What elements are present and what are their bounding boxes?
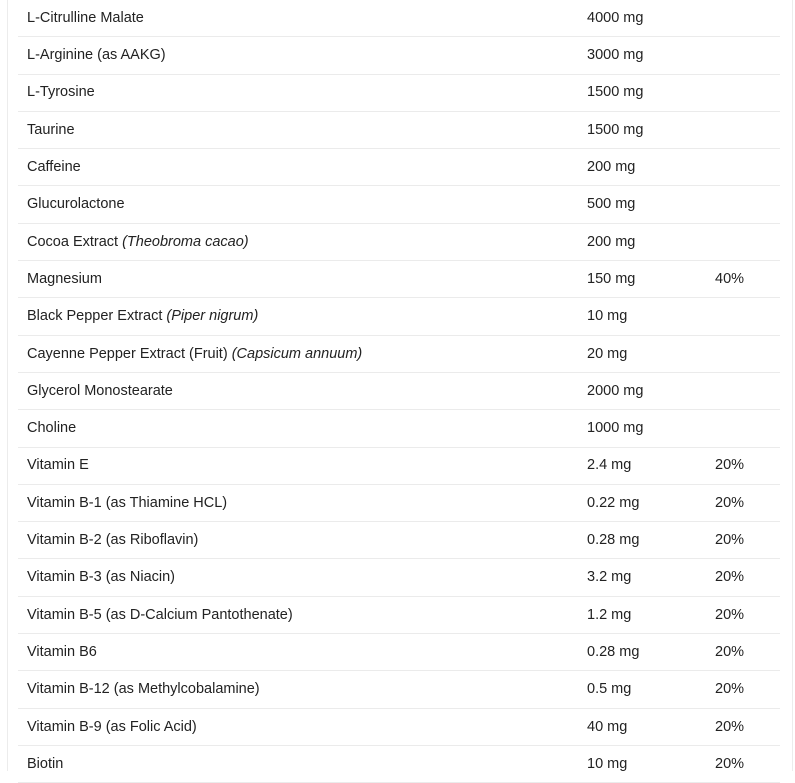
ingredient-name-cell (18, 634, 578, 671)
ingredient-name-cell (18, 708, 578, 745)
daily-value-percent (707, 410, 780, 447)
ingredient-name: Vitamin B-9 (as Folic Acid) (27, 718, 197, 735)
table-row (18, 223, 780, 260)
daily-value-percent: 40% (707, 261, 780, 298)
ingredient-amount: 500 mg (578, 186, 707, 223)
ingredients-table (18, 0, 780, 783)
ingredient-name: Choline (27, 420, 77, 437)
daily-value-percent: 20% (707, 522, 780, 559)
ingredient-name: Black Pepper Extract (27, 308, 167, 325)
ingredient-latin-name: (Capsicum annuum) (231, 345, 363, 362)
ingredient-name-cell (18, 745, 578, 782)
ingredient-name: Vitamin E (27, 457, 89, 474)
daily-value-percent: 20% (707, 447, 780, 484)
ingredient-name-cell (18, 37, 578, 74)
ingredient-amount: 0.28 mg (578, 522, 707, 559)
table-row (18, 745, 780, 782)
ingredient-latin-name: (Theobroma cacao) (122, 233, 249, 250)
ingredient-amount: 0.22 mg (578, 484, 707, 521)
ingredient-name-cell (18, 186, 578, 223)
ingredient-name-cell (18, 223, 578, 260)
ingredient-name: Vitamin B-5 (as D-Calcium Pantothenate) (27, 606, 293, 623)
table-row (18, 447, 780, 484)
ingredient-name-cell (18, 335, 578, 372)
ingredient-name: Cocoa Extract (27, 233, 123, 250)
ingredient-name-cell (18, 298, 578, 335)
ingredient-name: Caffeine (27, 159, 81, 176)
ingredient-amount: 3000 mg (578, 37, 707, 74)
ingredient-name-cell (18, 596, 578, 633)
ingredient-name: Vitamin B6 (27, 643, 97, 660)
daily-value-percent: 20% (707, 708, 780, 745)
ingredient-amount: 150 mg (578, 261, 707, 298)
daily-value-percent (707, 223, 780, 260)
table-row (18, 410, 780, 447)
daily-value-percent (707, 298, 780, 335)
ingredient-name: Taurine (27, 121, 75, 138)
ingredient-name: Biotin (27, 755, 64, 772)
table-row (18, 596, 780, 633)
table-row (18, 671, 780, 708)
ingredient-name-cell (18, 372, 578, 409)
daily-value-percent (707, 74, 780, 111)
daily-value-percent: 20% (707, 745, 780, 782)
ingredient-name: L-Arginine (as AAKG) (27, 47, 166, 64)
ingredient-name-cell (18, 447, 578, 484)
table-row (18, 522, 780, 559)
daily-value-percent (707, 149, 780, 186)
table-row (18, 372, 780, 409)
ingredient-amount: 200 mg (578, 149, 707, 186)
ingredient-name-cell (18, 111, 578, 148)
ingredient-name-cell (18, 261, 578, 298)
ingredients-table-body (18, 0, 780, 783)
ingredient-name: L-Tyrosine (27, 84, 95, 101)
ingredient-name: Glycerol Monostearate (27, 382, 173, 399)
ingredient-name: Glucurolactone (27, 196, 125, 213)
table-row (18, 634, 780, 671)
ingredient-amount: 200 mg (578, 223, 707, 260)
ingredient-name-cell (18, 559, 578, 596)
ingredient-name-cell (18, 671, 578, 708)
table-row (18, 298, 780, 335)
table-row (18, 708, 780, 745)
ingredient-name-cell (18, 74, 578, 111)
table-row (18, 186, 780, 223)
ingredient-amount: 0.5 mg (578, 671, 707, 708)
ingredient-amount: 1500 mg (578, 111, 707, 148)
ingredient-amount: 10 mg (578, 745, 707, 782)
daily-value-percent (707, 372, 780, 409)
table-row (18, 0, 780, 37)
table-row (18, 559, 780, 596)
ingredient-name: Vitamin B-12 (as Methylcobalamine) (27, 681, 260, 698)
ingredient-name-cell (18, 410, 578, 447)
table-row (18, 74, 780, 111)
table-row (18, 335, 780, 372)
ingredient-name: Cayenne Pepper Extract (Fruit) (27, 345, 232, 362)
ingredient-amount: 40 mg (578, 708, 707, 745)
ingredient-name: L-Citrulline Malate (27, 9, 144, 26)
ingredient-latin-name: (Piper nigrum) (166, 308, 259, 325)
ingredient-name: Magnesium (27, 270, 102, 287)
daily-value-percent (707, 335, 780, 372)
table-row (18, 111, 780, 148)
ingredient-amount: 10 mg (578, 298, 707, 335)
daily-value-percent (707, 111, 780, 148)
ingredient-name: Vitamin B-3 (as Niacin) (27, 569, 176, 586)
ingredient-amount: 2.4 mg (578, 447, 707, 484)
ingredient-name-cell (18, 0, 578, 37)
table-row (18, 37, 780, 74)
table-row (18, 261, 780, 298)
daily-value-percent (707, 186, 780, 223)
ingredient-name-cell (18, 484, 578, 521)
daily-value-percent: 20% (707, 671, 780, 708)
ingredient-name: Vitamin B-2 (as Riboflavin) (27, 532, 199, 549)
ingredient-amount: 3.2 mg (578, 559, 707, 596)
ingredient-name-cell (18, 149, 578, 186)
table-row (18, 484, 780, 521)
daily-value-percent: 20% (707, 559, 780, 596)
daily-value-percent: 20% (707, 634, 780, 671)
daily-value-percent: 20% (707, 596, 780, 633)
daily-value-percent (707, 37, 780, 74)
ingredient-amount: 0.28 mg (578, 634, 707, 671)
ingredient-name: Vitamin B-1 (as Thiamine HCL) (27, 494, 228, 511)
ingredient-amount: 20 mg (578, 335, 707, 372)
ingredient-amount: 1.2 mg (578, 596, 707, 633)
daily-value-percent: 20% (707, 484, 780, 521)
ingredient-amount: 1000 mg (578, 410, 707, 447)
table-row (18, 149, 780, 186)
daily-value-percent (707, 0, 780, 37)
ingredient-amount: 2000 mg (578, 372, 707, 409)
ingredient-amount: 4000 mg (578, 0, 707, 37)
ingredient-name-cell (18, 522, 578, 559)
ingredient-amount: 1500 mg (578, 74, 707, 111)
